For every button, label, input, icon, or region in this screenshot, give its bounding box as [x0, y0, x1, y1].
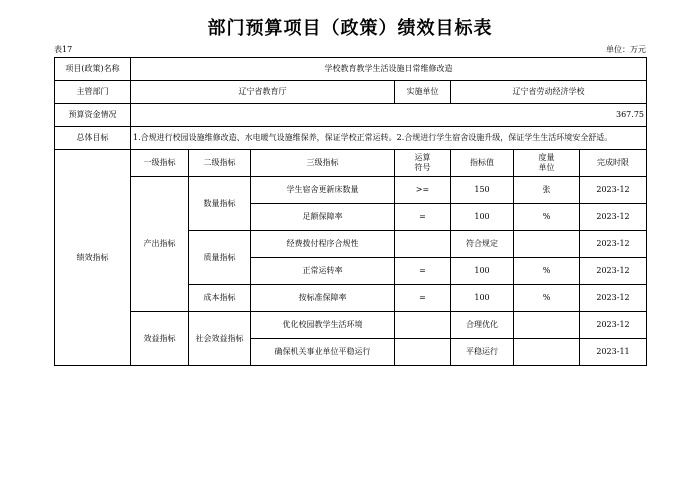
header-unit: 度量 单位: [514, 150, 580, 177]
table-number: 表17: [54, 45, 73, 54]
indicator-op: [395, 312, 451, 339]
indicator-name: 确保机关事业单位平稳运行: [251, 339, 395, 366]
goal-row: [55, 127, 647, 150]
indicator-value: 符合规定: [451, 231, 514, 258]
indicator-time: 2023-12: [580, 285, 647, 312]
indicator-value: 合理优化: [451, 312, 514, 339]
indicator-unit: [514, 231, 580, 258]
indicator-unit: [514, 312, 580, 339]
goal-label: 总体目标: [55, 127, 131, 150]
dept-value: 辽宁省教育厅: [131, 81, 395, 104]
indicator-time: 2023-12: [580, 231, 647, 258]
page-title: 部门预算项目（政策）绩效目标表: [207, 18, 493, 39]
unit-label: 单位：万元: [606, 45, 646, 54]
indicator-name: 正常运转率: [251, 258, 395, 285]
indicator-unit: 张: [514, 177, 580, 204]
indicator-time: 2023-12: [580, 177, 647, 204]
quality-group: 质量指标: [189, 231, 251, 285]
perf-label: 绩效指标: [55, 150, 131, 366]
indicator-value: 100: [451, 258, 514, 285]
indicator-time: 2023-12: [580, 204, 647, 231]
header-value: 指标值: [451, 150, 514, 177]
fund-row: [55, 104, 647, 127]
indicator-op: =: [395, 204, 451, 231]
output-group: 产出指标: [131, 177, 189, 312]
header-row: [55, 150, 647, 177]
header-op: 运算 符号: [395, 150, 451, 177]
project-row: [55, 58, 647, 81]
indicator-op: >=: [395, 177, 451, 204]
indicator-unit: %: [514, 258, 580, 285]
indicator-op: =: [395, 258, 451, 285]
indicator-time: 2023-12: [580, 258, 647, 285]
header-l3: 三级指标: [251, 150, 395, 177]
indicator-op: [395, 339, 451, 366]
indicator-unit: %: [514, 285, 580, 312]
project-value: 学校教育教学生活设施日常维修改造: [131, 58, 647, 81]
quantity-group: 数量指标: [189, 177, 251, 231]
performance-table: [54, 57, 647, 366]
fund-label: 预算资金情况: [55, 104, 131, 127]
indicator-unit: [514, 339, 580, 366]
indicator-time: 2023-12: [580, 312, 647, 339]
indicator-name: 按标准保障率: [251, 285, 395, 312]
social-group: 社会效益指标: [189, 312, 251, 366]
indicator-op: =: [395, 285, 451, 312]
fund-value: 367.75: [131, 104, 647, 127]
indicator-op: [395, 231, 451, 258]
indicator-value: 平稳运行: [451, 339, 514, 366]
cost-group: 成本指标: [189, 285, 251, 312]
impl-label: 实施单位: [395, 81, 451, 104]
impl-value: 辽宁省劳动经济学校: [451, 81, 647, 104]
indicator-name: 优化校园教学生活环境: [251, 312, 395, 339]
indicator-name: 经费拨付程序合规性: [251, 231, 395, 258]
header-time: 完成时限: [580, 150, 647, 177]
indicator-value: 150: [451, 177, 514, 204]
goal-value: 1.合规进行校园设施维修改造、水电暖气设施维保养，保证学校正常运转。2.合规进行学生宿舍设施升级，保证学生生活环境安全舒适。: [131, 127, 647, 150]
indicator-name: 足额保障率: [251, 204, 395, 231]
indicator-unit: %: [514, 204, 580, 231]
indicator-value: 100: [451, 204, 514, 231]
header-l2: 二级指标: [189, 150, 251, 177]
header-l1: 一级指标: [131, 150, 189, 177]
dept-row: [55, 81, 647, 104]
indicator-time: 2023-11: [580, 339, 647, 366]
table-row: [55, 177, 647, 204]
project-label: 项目(政策)名称: [55, 58, 131, 81]
benefit-group: 效益指标: [131, 312, 189, 366]
indicator-name: 学生宿舍更新床数量: [251, 177, 395, 204]
dept-label: 主管部门: [55, 81, 131, 104]
table-row: [55, 312, 647, 339]
indicator-value: 100: [451, 285, 514, 312]
